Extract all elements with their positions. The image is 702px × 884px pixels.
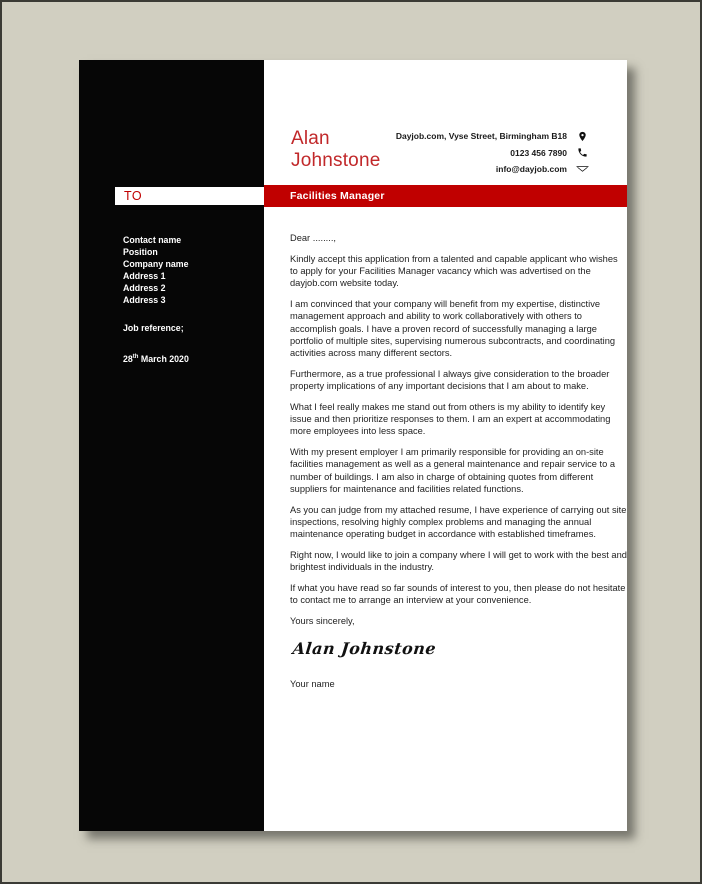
sidebar: [79, 60, 264, 831]
contact-address: Dayjob.com, Vyse Street, Birmingham B18: [395, 131, 567, 141]
recipient-contact-name: Contact name: [123, 235, 182, 245]
location-pin-icon: [576, 130, 589, 143]
recipient-company-name: Company name: [123, 259, 189, 269]
paragraph: With my present employer I am primarily responsible for providing an on-site facilities management as well as a general maintenance and repair service to a number of buildings. I am also in charge of obtaining quotes from different suppliers for maintenance and facilities related functions.: [290, 447, 616, 494]
paragraph: Kindly accept this application from a talented and capable applicant who wishes to apply for your Facilities Manager vacancy which was advertised on the dayjob.com website today.: [290, 254, 618, 289]
contact-block: [396, 130, 589, 175]
to-label: TO: [124, 189, 143, 203]
letter-date: [123, 354, 189, 364]
to-band: [115, 187, 264, 205]
contact-address-row: [396, 130, 589, 142]
job-reference: Job reference;: [123, 323, 184, 333]
paragraph: If what you have read so far sounds of interest to you, then please do not hesitate to contact me to arrange an interview at your convenience.: [290, 583, 626, 606]
date-day: 28: [123, 354, 133, 364]
paragraph: What I feel really makes me stand out from others is my ability to identify key issue and then prioritize responses to them. I am an expert at accommodating more employees into less space.: [290, 402, 611, 437]
paragraph: I am convinced that your company will benefit from my expertise, distinctive management approach and ability to work collaboratively with others to accomplish goals. I have a proven record of successfully managing a large portfolio of multiple sites, supervising numerous subcontracts, and coordinating activities across many different sectors.: [290, 299, 616, 358]
salutation: Dear ........,: [290, 233, 336, 243]
applicant-last-name: Johnstone: [291, 150, 381, 171]
paragraph: As you can judge from my attached resume, I have experience of carrying out site inspections, resolving highly complex problems and managing the annual maintenance operating budget in accordance with established timeframes.: [290, 504, 627, 539]
date-ordinal: th: [132, 354, 139, 361]
date-rest: March 2020: [138, 354, 189, 364]
paragraph: Right now, I would like to join a company where I will get to work with the best and brightest individuals in the industry.: [290, 549, 627, 573]
applicant-name: [291, 128, 380, 172]
closing: Yours sincerely,: [290, 616, 355, 627]
contact-phone-row: [396, 147, 589, 159]
recipient-address-1: Address 1: [123, 271, 166, 281]
recipient-block: [123, 234, 189, 306]
applicant-first-name: Alan: [291, 128, 330, 149]
signature-label: Your name: [290, 678, 335, 689]
job-title-banner: [264, 185, 627, 207]
contact-phone: 0123 456 7890: [510, 147, 567, 158]
paragraph: Furthermore, as a true professional I always give consideration to the broader property implications of any important decisions that I am about to make.: [290, 368, 610, 391]
envelope-icon: [576, 163, 589, 176]
recipient-address-3: Address 3: [123, 295, 166, 305]
cover-letter-page: [79, 60, 627, 831]
recipient-position: Position: [123, 247, 158, 257]
handwritten-signature: Alan Johnstone: [291, 639, 438, 659]
phone-icon: [576, 146, 589, 159]
contact-email: info@dayjob.com: [495, 164, 567, 174]
recipient-address-2: Address 2: [123, 283, 166, 293]
letter-body: [290, 232, 627, 699]
job-title-label: Facilities Manager: [290, 190, 385, 202]
contact-email-row: [396, 163, 589, 175]
